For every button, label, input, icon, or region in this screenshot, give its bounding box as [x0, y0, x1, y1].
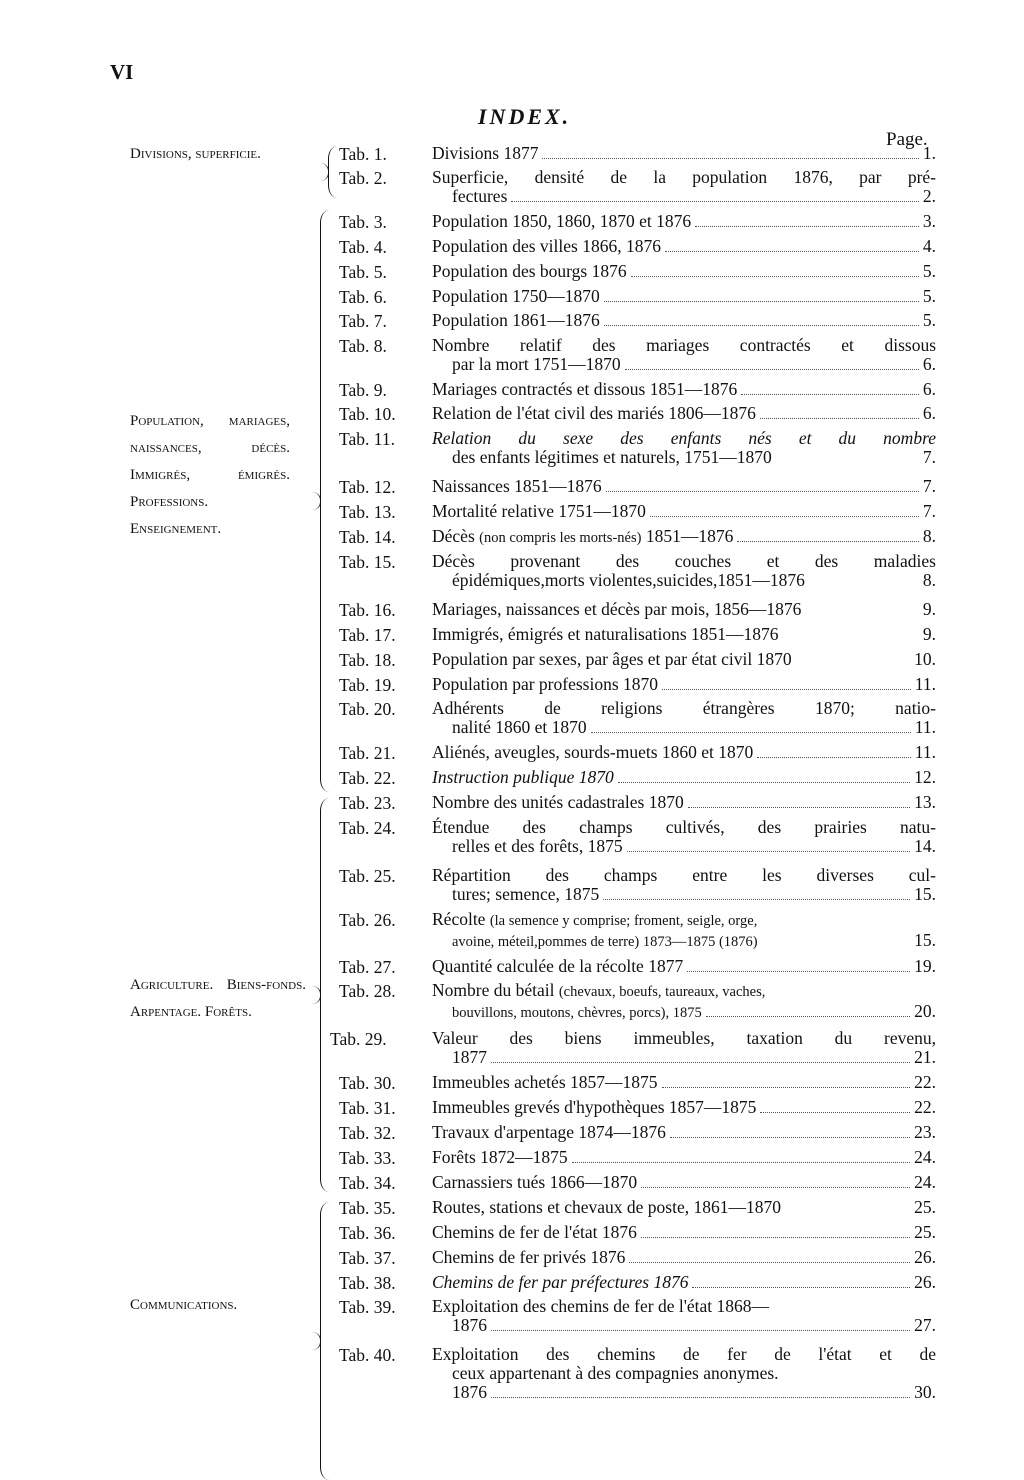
entry-21: Aliénés, aveugles, sourds-muets 1860 et 1870 11. [432, 742, 936, 762]
tab-label-5: Tab. 5. [339, 262, 387, 282]
tab-label-21: Tab. 21. [339, 743, 396, 763]
entry-3: Population 1850, 1860, 1870 et 1876 3. [432, 211, 936, 231]
entry-29: Valeur des biens immeubles, taxation du revenu, 1877 21. [432, 1028, 936, 1067]
tab-label-31: Tab. 31. [339, 1098, 396, 1118]
tab-label-15: Tab. 15. [339, 552, 396, 572]
tab-label-16: Tab. 16. [339, 600, 396, 620]
entry-34: Carnassiers tués 1866—1870 24. [432, 1172, 936, 1192]
entry-12: Naissances 1851—1876 7. [432, 476, 936, 496]
brace-communications [320, 1202, 329, 1480]
entry-15: Décès provenant des couches et des maladies épidémiques,morts violentes,suicides,1851—1876 8. [432, 551, 936, 590]
tab-label-27: Tab. 27. [339, 957, 396, 977]
tab-label-8: Tab. 8. [339, 336, 387, 356]
brace-divisions [328, 146, 337, 198]
section-label-agriculture: Agriculture. Biens-fonds. Arpentage. Forêts. [130, 977, 306, 1020]
tab-label-11: Tab. 11. [339, 429, 395, 449]
tab-label-29: Tab. 29. [330, 1029, 387, 1049]
tab-label-37: Tab. 37. [339, 1248, 396, 1268]
index-title: INDEX. [478, 104, 572, 129]
tab-label-18: Tab. 18. [339, 650, 396, 670]
entry-8: Nombre relatif des mariages contractés et dissous par la mort 1751—1870 6. [432, 335, 936, 374]
page-number: VI [110, 60, 134, 84]
entry-37: Chemins de fer privés 1876 26. [432, 1247, 936, 1267]
entry-17: Immigrés, émigrés et naturalisations 1851—1876 9. [432, 624, 936, 644]
tab-label-28: Tab. 28. [339, 981, 396, 1001]
tab-label-10: Tab. 10. [339, 404, 396, 424]
entry-20: Adhérents de religions étrangères 1870; natio- nalité 1860 et 1870 11. [432, 698, 936, 737]
entry-27: Quantité calculée de la récolte 1877 19. [432, 956, 936, 976]
entry-30: Immeubles achetés 1857—1875 22. [432, 1072, 936, 1092]
entry-31: Immeubles grevés d'hypothèques 1857—1875 22. [432, 1097, 936, 1117]
entry-22: Instruction publique 1870 12. [432, 767, 936, 787]
entry-7: Population 1861—1876 5. [432, 310, 936, 330]
tab-label-26: Tab. 26. [339, 910, 396, 930]
entry-4: Population des villes 1866, 1876 4. [432, 236, 936, 256]
tab-label-38: Tab. 38. [339, 1273, 396, 1293]
entry-6: Population 1750—1870 5. [432, 286, 936, 306]
tab-label-24: Tab. 24. [339, 818, 396, 838]
tab-label-36: Tab. 36. [339, 1223, 396, 1243]
tab-label-19: Tab. 19. [339, 675, 396, 695]
tab-label-20: Tab. 20. [339, 699, 396, 719]
tab-label-30: Tab. 30. [339, 1073, 396, 1093]
tab-label-3: Tab. 3. [339, 212, 387, 232]
tab-label-13: Tab. 13. [339, 502, 396, 522]
entry-10: Relation de l'état civil des mariés 1806—1876 6. [432, 403, 936, 423]
entry-36: Chemins de fer de l'état 1876 25. [432, 1222, 936, 1242]
entry-13: Mortalité relative 1751—1870 7. [432, 501, 936, 521]
tab-label-40: Tab. 40. [339, 1345, 396, 1365]
entry-11: Relation du sexe des enfants nés et du nombre des enfants légitimes et naturels, 1751—1870 7. [432, 428, 936, 467]
tab-label-4: Tab. 4. [339, 237, 387, 257]
tab-label-32: Tab. 32. [339, 1123, 396, 1143]
page-column-header: Page. [886, 129, 928, 150]
entry-39: Exploitation des chemins de fer de l'état 1868— 1876 27. [432, 1296, 936, 1335]
tab-label-1: Tab. 1. [339, 144, 387, 164]
entry-35: Routes, stations et chevaux de poste, 1861—1870 25. [432, 1197, 936, 1217]
entry-18: Population par sexes, par âges et par état civil 1870 10. [432, 649, 936, 669]
entry-1: Divisions 1877 1. [432, 143, 936, 163]
tab-label-25: Tab. 25. [339, 866, 396, 886]
entry-24: Étendue des champs cultivés, des prairies natu- relles et des forêts, 1875 14. [432, 817, 936, 856]
brace-population [320, 210, 329, 792]
section-label-communications: Communications. [130, 1297, 238, 1313]
tab-label-23: Tab. 23. [339, 793, 396, 813]
tab-label-12: Tab. 12. [339, 477, 396, 497]
entry-16: Mariages, naissances et décès par mois, 1856—1876 9. [432, 599, 936, 619]
tab-label-33: Tab. 33. [339, 1148, 396, 1168]
entry-9: Mariages contractés et dissous 1851—1876 6. [432, 379, 936, 399]
entry-25: Répartition des champs entre les diverses cul- tures; semence, 1875 15. [432, 865, 936, 904]
tab-label-14: Tab. 14. [339, 527, 396, 547]
tab-label-2: Tab. 2. [339, 168, 387, 188]
entry-2: Superficie, densité de la population 1876, par pré- fectures 2. [432, 167, 936, 206]
entry-33: Forêts 1872—1875 24. [432, 1147, 936, 1167]
brace-agriculture [320, 798, 329, 1192]
section-label-divisions: Divisions, superficie. [130, 146, 261, 162]
entry-14: Décès (non compris les morts-nés) 1851—1876 8. [432, 526, 936, 546]
tab-label-34: Tab. 34. [339, 1173, 396, 1193]
tab-label-9: Tab. 9. [339, 380, 387, 400]
tab-label-7: Tab. 7. [339, 311, 387, 331]
tab-label-35: Tab. 35. [339, 1198, 396, 1218]
entry-19: Population par professions 1870 11. [432, 674, 936, 694]
entry-5: Population des bourgs 1876 5. [432, 261, 936, 281]
tab-label-39: Tab. 39. [339, 1297, 396, 1317]
entry-40: Exploitation des chemins de fer de l'état et de ceux appartenant à des compagnies anonymes. 1876 30. [432, 1344, 936, 1402]
entry-38: Chemins de fer par préfectures 1876 26. [432, 1272, 936, 1292]
entry-32: Travaux d'arpentage 1874—1876 23. [432, 1122, 936, 1142]
entry-26: Récolte (la semence y comprise; froment, seigle, orge, avoine, méteil,pommes de terre) 1873—1875 (1876) 15. [432, 909, 936, 950]
tab-label-17: Tab. 17. [339, 625, 396, 645]
section-label-population: Population, mariages, naissances, décès. Immigrés, émigrés. Professions. Enseignement. [130, 413, 290, 537]
entry-23: Nombre des unités cadastrales 1870 13. [432, 792, 936, 812]
entry-28: Nombre du bétail (chevaux, boeufs, taureaux, vaches, bouvillons, moutons, chèvres, porcs), 1875 20. [432, 980, 936, 1021]
tab-label-22: Tab. 22. [339, 768, 396, 788]
tab-label-6: Tab. 6. [339, 287, 387, 307]
